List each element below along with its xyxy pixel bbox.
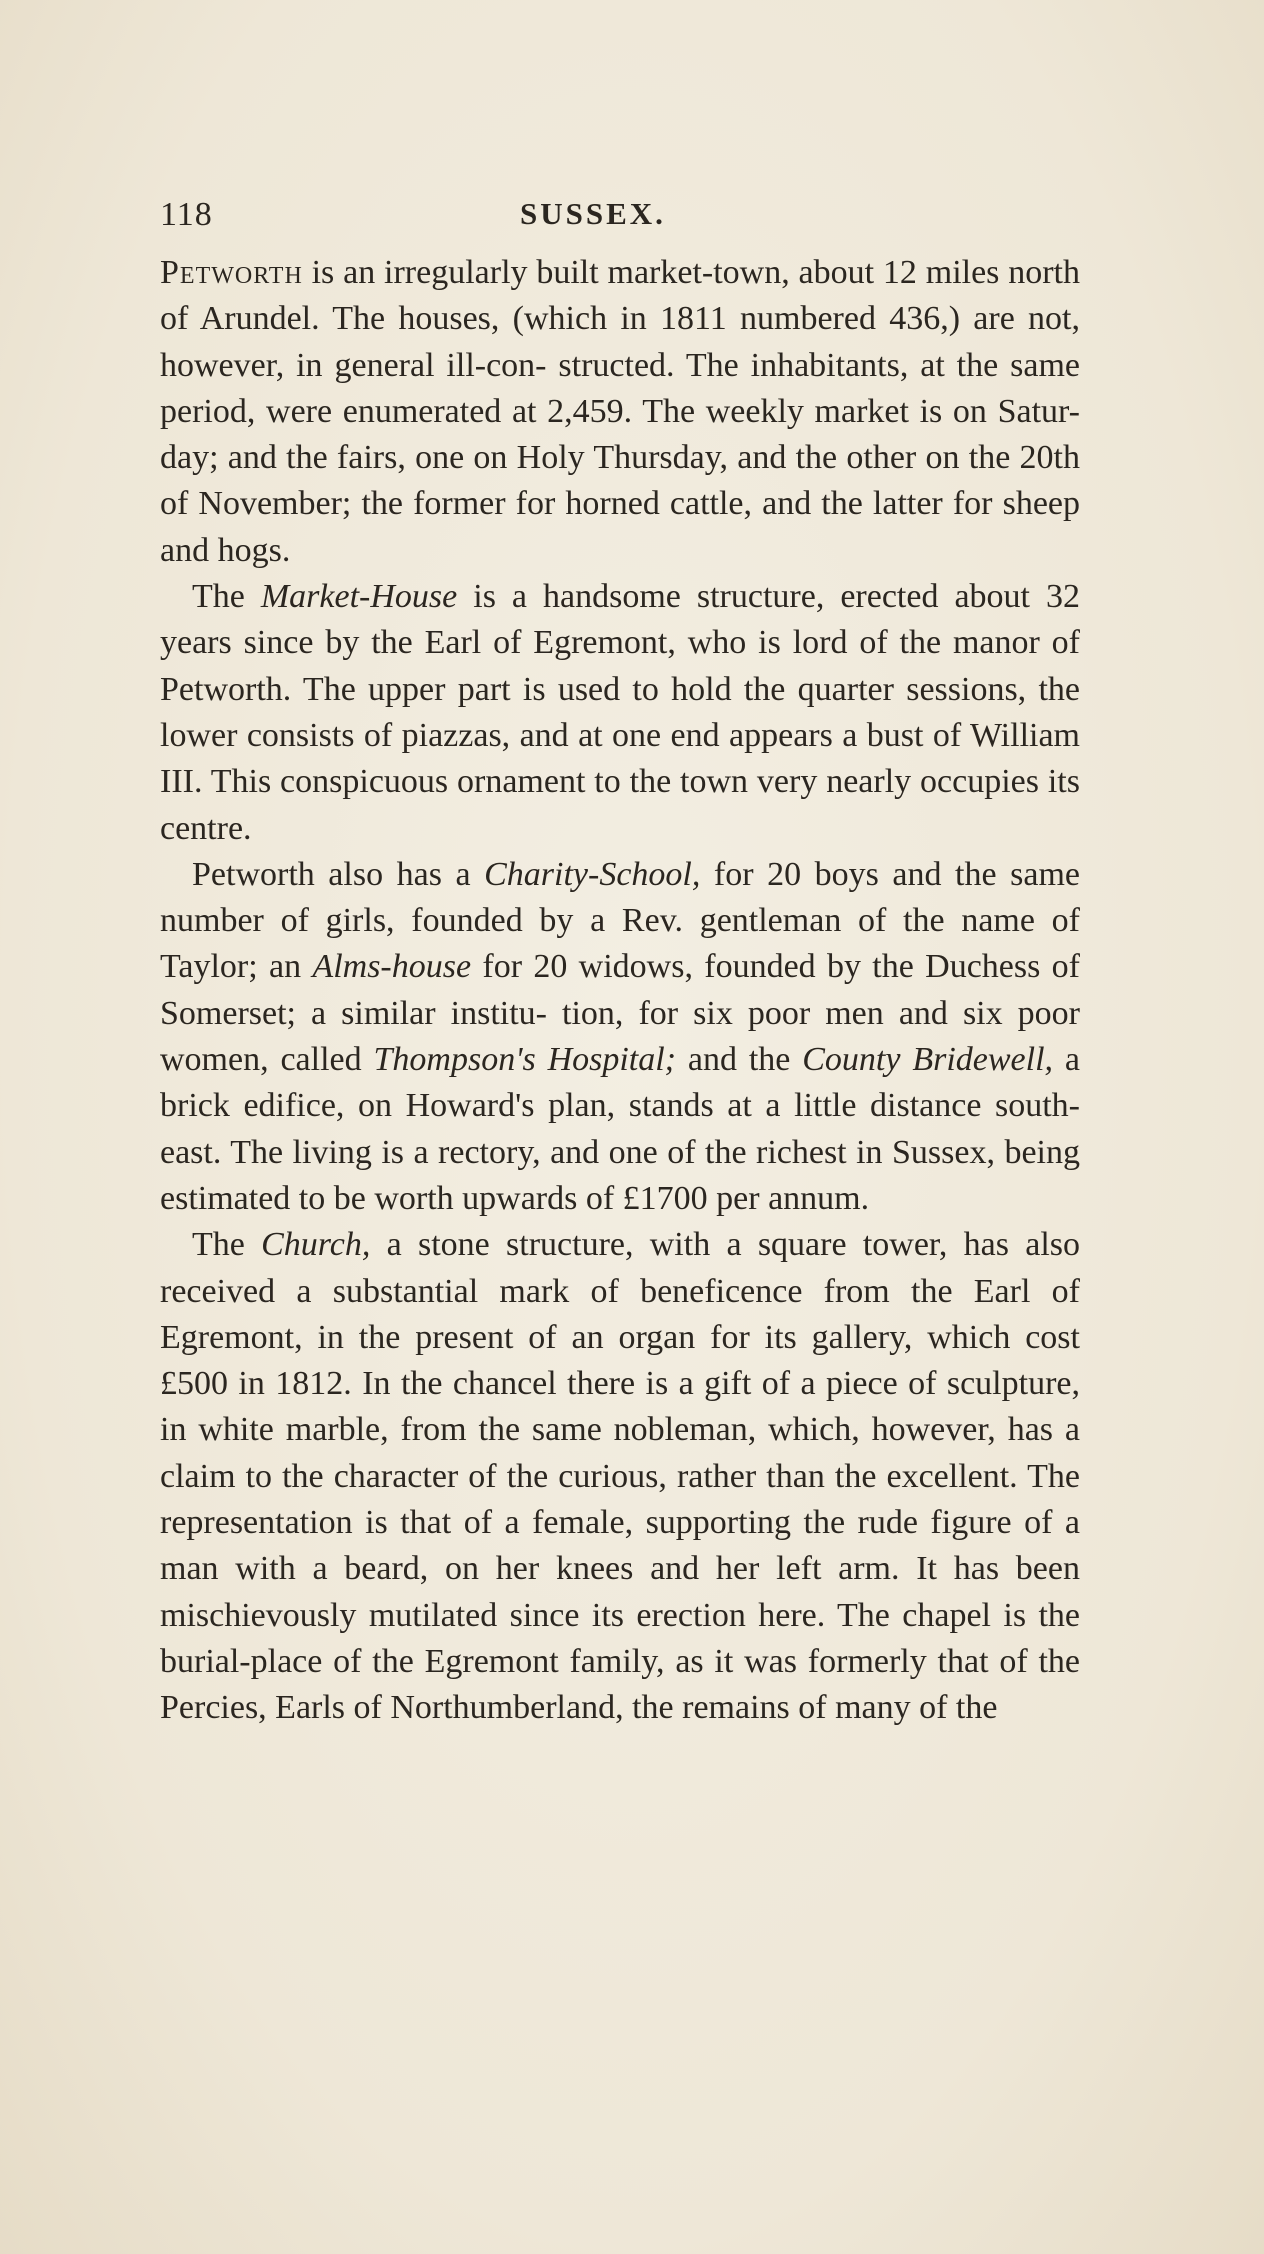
italic-term: Charity-School,: [484, 855, 701, 893]
text-run: The: [192, 578, 261, 616]
text-run: Petworth also has a: [192, 855, 485, 893]
page-number: 118: [160, 196, 213, 233]
text-run: is an irregularly built market-town, about 12 miles north of Arundel. The houses, (which in 1811 numbered 436,) are not, however, in general ill-con- structed. The inhabitants, at the same period, were enumerated at 2,459. The weekly market is on Satur- day; and the fairs, one on Holy Thursday, and the other on the 20th of November; the former for horned cattle, and the latter for sheep and hogs.: [160, 254, 1080, 569]
text-run: a stone structure, with a square tower, has also received a substantial mark of beneficence from the Earl of Egremont, in the present of an organ for its gallery, which cost £500 in 1812. In the chancel there is a gift of a piece of sculpture, in white marble, from the same nobleman, which, however, has a claim to the character of the curious, rather than the excellent. The representation is that of a female, supporting the rude figure of a man with a beard, on her knees and her left arm. It has been mischievously mutilated since its erection here. The chapel is the burial-place of the Egremont family, as it was formerly that of the Percies, Earls of Northumberland, the remains of many of the: [160, 1226, 1080, 1727]
text-run: is a handsome structure, erected about 32 years since by the Earl of Egremont, who is lord of the manor of Petworth. The upper part is used to hold the quarter sessions, the lower consists of piazzas, and at one end appears a bust of William III. This conspicuous ornament to the town very nearly occupies its centre.: [160, 578, 1080, 847]
paragraph-church: [160, 1222, 1080, 1731]
paragraph-charity-school: [160, 852, 1080, 1222]
body-text: [160, 250, 1080, 1732]
text-run: for 20 widows, founded by the Duchess of Somerset; a similar institu- tion, for six poor men and six poor women, called: [160, 948, 1080, 1079]
italic-term: Market-House: [260, 578, 458, 616]
text-run: a brick edifice, on Howard's plan, stands at a little distance south-east. The living is a rectory, and one of the richest in Sussex, being estimated to be worth upwards of £1700 per annum.: [160, 1041, 1080, 1217]
text-run: and the: [676, 1041, 803, 1079]
paragraph-market-house: [160, 574, 1080, 852]
italic-term: Thompson's Hospital;: [373, 1041, 677, 1079]
italic-term: Church,: [261, 1226, 371, 1264]
lead-word: Petworth: [160, 254, 303, 291]
running-head: SUSSEX.: [520, 196, 666, 231]
paragraph-petworth: [160, 250, 1080, 574]
italic-term: County Bridewell,: [802, 1041, 1054, 1079]
page-header: [160, 196, 1080, 246]
text-run: The: [192, 1226, 262, 1264]
text-run: for 20 boys and the same number of girls, founded by a Rev. gentleman of the name of Taylor; an: [160, 855, 1080, 986]
italic-term: Alms-house: [312, 948, 472, 986]
